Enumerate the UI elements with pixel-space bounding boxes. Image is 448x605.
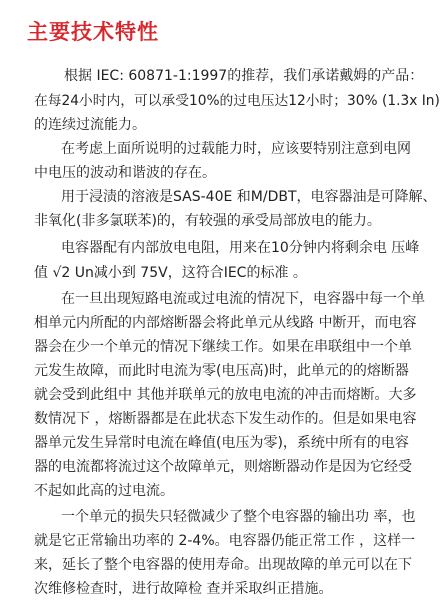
paragraph-line: 就是它正常输出功率的 2-4%。电容器仍能正常工作 ，这样一 (34, 533, 416, 549)
paragraph-line: 元发生故障，而此时电流为零(电压高)时，此单元的的熔断器 (34, 363, 409, 379)
paragraph-line: 器的电流都将流过这个故障单元，则熔断器动作是因为它经受 (34, 459, 412, 475)
paragraph-line: 用于浸渍的溶液是SAS-40E 和M/DBT，电容器油是可降解、 (61, 189, 437, 205)
paragraph-line: 在一旦出现短路电流或过电流的情况下，电容器中每一个单 (61, 291, 425, 307)
paragraph-line: 值 √2 Un减小到 75V，这符合IEC的标准 。 (34, 265, 307, 281)
paragraph-line: 相单元内所配的内部熔断器会将此单元从线路 中断开，而电容 (34, 315, 417, 331)
paragraph-line: 非氧化(非多氯联苯)的，有较强的承受局部放电的能力。 (34, 213, 381, 229)
paragraph-line: 在每24小时内，可以承受10%的过电压达12小时；30% (1.3x In) (34, 93, 440, 109)
paragraph-line: 器会在少一个单元的情况下继续工作。如果在串联组中一个单 (34, 339, 412, 355)
paragraph-line: 根据 IEC: 60871-1:1997的推荐，我们承诺戴姆的产品： (64, 68, 424, 84)
paragraph-line: 不起如此高的过电流。 (34, 483, 174, 499)
paragraph-line: 的连续过流能力。 (34, 117, 146, 133)
paragraph-line: 中电压的波动和谐波的存在。 (34, 165, 216, 181)
paragraph-line: 数情况下 ，熔断器都是在此状态下发生动作的。但是如果电容 (34, 411, 417, 427)
paragraph-line: 器单元发生异常时电流在峰值(电压为零)，系统中所有的电容 (34, 435, 409, 451)
paragraph-line: 来，延长了整个电容器的使用寿命。出现故障的单元可以在下 (34, 557, 412, 573)
paragraph-line: 电容器配有内部放电电阻，用来在10分钟内将剩余电 压峰 (61, 240, 420, 256)
paragraph-line: 在考虑上面所说明的过载能力时，应该要特别注意到电网 (61, 141, 411, 157)
section-title: 主要技术特性 (27, 20, 159, 44)
paragraph-line: 次维修检查时，进行故障检 查并采取纠正措施。 (34, 581, 333, 597)
paragraph-line: 一个单元的损失只轻微减少了整个电容器的输出功 率，也 (61, 509, 416, 525)
paragraph-line: 就会受到此组中 其他并联单元的放电电流的冲击而熔断。大多 (34, 387, 417, 403)
